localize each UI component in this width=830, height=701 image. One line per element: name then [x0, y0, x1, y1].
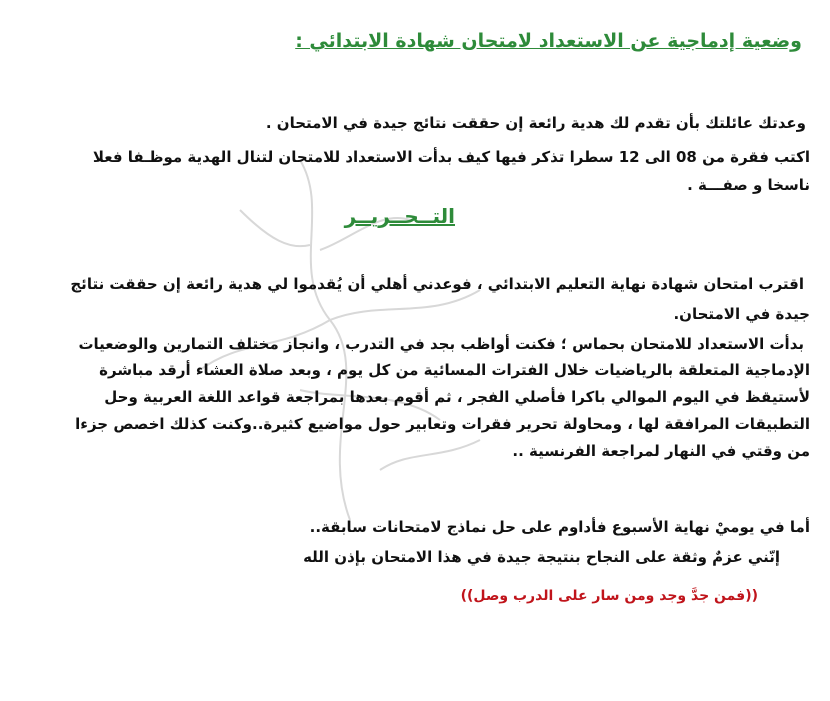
prompt-line: ناسخا و صفـــة .	[687, 176, 810, 194]
essay-line: التطبيقات المرافقة لها ، ومحاولة تحرير فقرات وتعابير حول مواضيع كثيرة..وكنت كذلك اخصص جزءا	[75, 415, 810, 433]
essay-line: إنّني عزمٌ وثقة على النجاح بنتيجة جيدة في هذا الامتحان بإذن الله	[303, 548, 780, 566]
essay-line: أما في يوميْ نهاية الأسبوع فأداوم على حل نماذج لامتحانات سابقة..	[309, 518, 810, 536]
document-title: وضعية إدماجية عن الاستعداد لامتحان شهادة الابتدائي :	[295, 30, 802, 52]
section-heading: التــحــريــر	[344, 204, 455, 228]
prompt-line: وعدتك عائلتك بأن تقدم لك هدية رائعة إن حققت نتائج جيدة في الامتحان .	[265, 114, 806, 132]
essay-line: من وقتي في النهار لمراجعة الفرنسية ..	[512, 442, 810, 460]
essay-line: اقترب امتحان شهادة نهاية التعليم الابتدائي ، فوعدني أهلي أن يُقدموا لي هدية رائعة إن حققت نتائج	[70, 275, 804, 293]
essay-line: الإدماجية المتعلقة بالرياضيات خلال الفترات المسائية من كل يوم ، وبعد صلاة العشاء أرقد مباشرة	[99, 361, 810, 379]
essay-line: جيدة في الامتحان.	[673, 305, 810, 323]
closing-proverb: ((فمن جدَّ وجد ومن سار على الدرب وصل))	[460, 588, 758, 604]
essay-line: لأستيقظ في اليوم الموالي باكرا فأصلي الفجر ، ثم أقوم بعدها بمراجعة قواعد اللغة العربية وحل	[104, 388, 810, 406]
prompt-line: اكتب فقرة من 08 الى 12 سطرا تذكر فيها كيف بدأت الاستعداد للامتحان لتنال الهدية موظـفا فعلا	[92, 148, 810, 166]
essay-line: بدأت الاستعداد للامتحان بحماس ؛ فكنت أواظب بجد في التدرب ، وانجاز مختلف التمارين والوضعيات	[78, 335, 804, 353]
